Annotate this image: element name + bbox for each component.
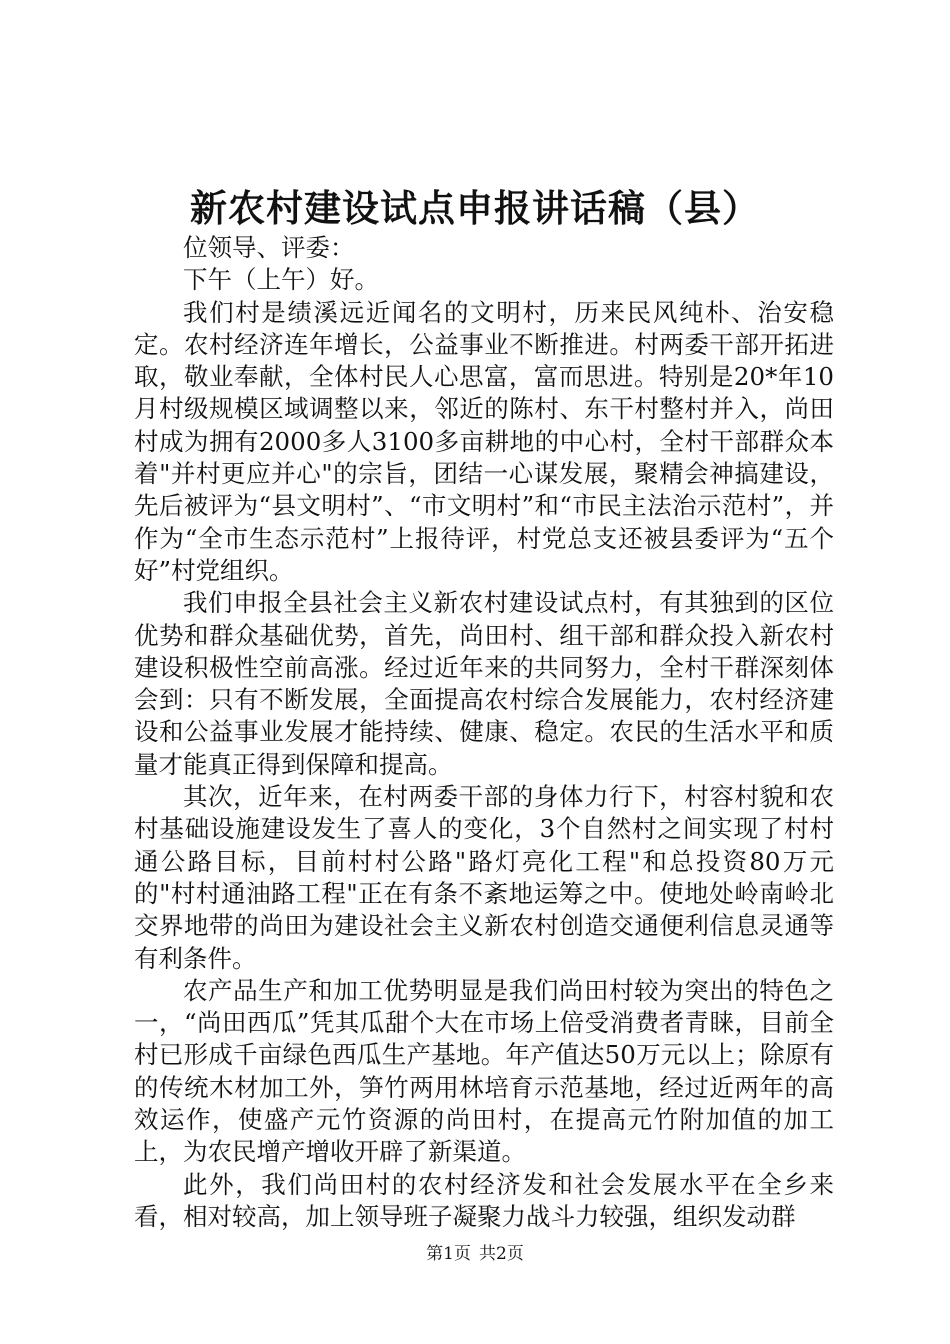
body-paragraph: 我们申报全县社会主义新农村建设试点村，有其独到的区位优势和群众基础优势，首先，尚田村、组干部和群众投入新农村建设积极性空前高涨。经过近年来的共同努力，全村干群深刻体会到：只有不断发展，全面提高农村综合发展能力，农村经济建设和公益事业发展才能持续、健康、稳定。农民的生活水平和质量才能真正得到保障和提高。 (134, 588, 834, 779)
document-body (134, 232, 834, 1233)
greeting-paragraph: 下午（上午）好。 (183, 265, 379, 295)
page-number: 第1页 (426, 1244, 471, 1264)
salutation-paragraph: 位领导、评委： (183, 233, 355, 262)
body-paragraph: 我们村是绩溪远近闻名的文明村，历来民风纯朴、治安稳定。农村经济连年增长，公益事业不断推进。村两委干部开拓进取，敬业奉献，全体村民人心思富，富而思进。特别是20*年10月村级规模区域调整以来，邻近的陈村、东干村整村并入，尚田村成为拥有2000多人3100多亩耕地的中心村，全村干部群众本着"并村更应并心"的宗旨，团结一心谋发展，聚精会神搞建设，先后被评为“县文明村”、“市文明村”和“市民主法治示范村”，并作为“全市生态示范村”上报待评，村党总支还被县委评为“五个好”村党组织。 (134, 297, 834, 585)
page-footer (0, 1242, 950, 1266)
body-paragraph: 此外，我们尚田村的农村经济发和社会发展水平在全乡来看，相对较高，加上领导班子凝聚力战斗力较强，组织发动群 (134, 1169, 834, 1231)
page-total: 共2页 (479, 1244, 524, 1264)
body-paragraph: 其次，近年来，在村两委干部的身体力行下，村容村貌和农村基础设施建设发生了喜人的变化，3个自然村之间实现了村村通公路目标，目前村村公路"路灯亮化工程"和总投资80万元的"村村通油路工程"正在有条不紊地运筹之中。使地处岭南岭北交界地带的尚田为建设社会主义新农村创造交通便利信息灵通等有利条件。 (134, 782, 834, 973)
body-paragraph: 农产品生产和加工优势明显是我们尚田村较为突出的特色之一，“尚田西瓜”凭其瓜甜个大在市场上倍受消费者青睐，目前全村已形成千亩绿色西瓜生产基地。年产值达50万元以上；除原有的传统木材加工外，笋竹两用林培育示范基地，经过近两年的高效运作，使盛产元竹资源的尚田村，在提高元竹附加值的加工上，为农民增产增收开辟了新渠道。 (134, 975, 834, 1167)
document-title: 新农村建设试点申报讲话稿（县） (190, 186, 760, 230)
